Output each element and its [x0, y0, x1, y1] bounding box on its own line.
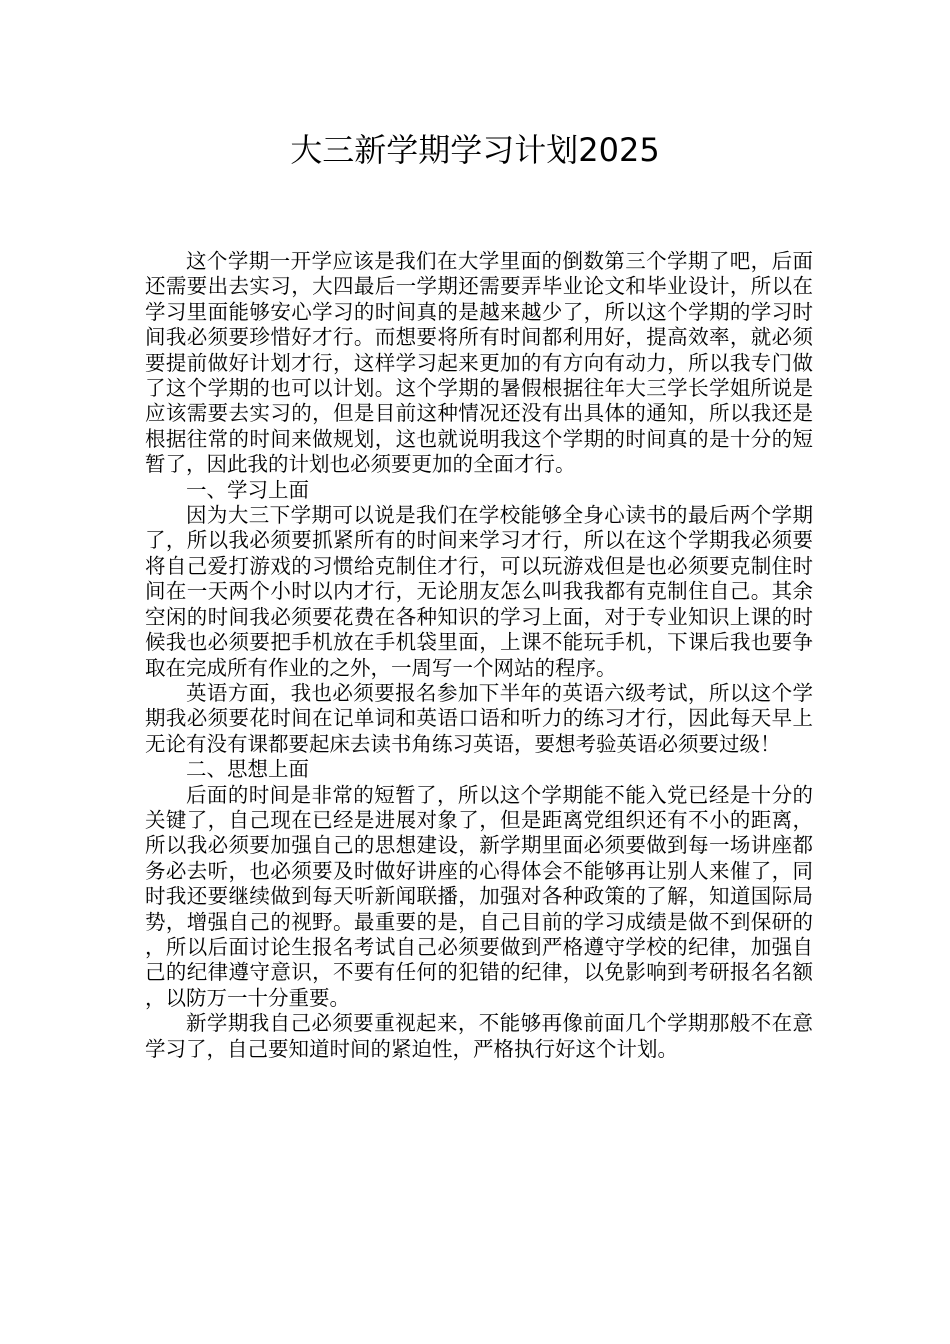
thought-paragraph: 后面的时间是非常的短暂了，所以这个学期能不能入党已经是十分的关键了，自己现在已经是进展对象了，但是距离党组织还有不小的距离，所以我必须要加强自己的思想建设，新学期里面必须要做到每一场讲座都务必去听，也必须要及时做好讲座的心得体会不能够再让别人来催了，同时我还要继续做到每天听新闻联播，加强对各种政策的了解，知道国际局势，增强自己的视野。最重要的是，自己目前的学习成绩是做不到保研的，所以后面讨论生报名考试自己必须要做到严格遵守学校的纪律，加强自己的纪律遵守意识，不要有任何的犯错的纪律，以免影响到考研报名名额，以防万一十分重要。: [145, 782, 813, 1010]
intro-paragraph: 这个学期一开学应该是我们在大学里面的倒数第三个学期了吧，后面还需要出去实习，大四最后一学期还需要弄毕业论文和毕业设计，所以在学习里面能够安心学习的时间真的是越来越少了，所以这个学期的学习时间我必须要珍惜好才行。而想要将所有时间都利用好，提高效率，就必须要提前做好计划才行，这样学习起来更加的有方向有动力，所以我专门做了这个学期的也可以计划。这个学期的暑假根据往年大三学长学姐所说是应该需要去实习的，但是目前这种情况还没有出具体的通知，所以我还是根据往常的时间来做规划，这也就说明我这个学期的时间真的是十分的短暂了，因此我的计划也必须要更加的全面才行。: [145, 249, 813, 477]
study-paragraph: 因为大三下学期可以说是我们在学校能够全身心读书的最后两个学期了，所以我必须要抓紧所有的时间来学习才行，所以在这个学期我必须要将自己爱打游戏的习惯给克制住才行，可以玩游戏但是也必须要克制住时间在一天两个小时以内才行，无论朋友怎么叫我我都有克制住自己。其余空闲的时间我必须要花费在各种知识的学习上面，对于专业知识上课的时候我也必须要把手机放在手机袋里面，上课不能玩手机，下课后我也要争取在完成所有作业的之外，一周写一个网站的程序。: [145, 503, 813, 680]
section-heading-study: 一、学习上面: [186, 477, 309, 502]
section-heading-thought: 二、思想上面: [186, 757, 309, 782]
document-title: 大三新学期学习计划2025: [290, 131, 660, 169]
document-body: [145, 249, 813, 1062]
closing-paragraph: 新学期我自己必须要重视起来，不能够再像前面几个学期那般不在意学习了，自己要知道时间的紧迫性，严格执行好这个计划。: [145, 1011, 813, 1061]
english-paragraph: 英语方面，我也必须要报名参加下半年的英语六级考试，所以这个学期我必须要花时间在记单词和英语口语和听力的练习才行，因此每天早上无论有没有课都要起床去读书角练习英语，要想考验英语必须要过级！: [145, 680, 813, 756]
